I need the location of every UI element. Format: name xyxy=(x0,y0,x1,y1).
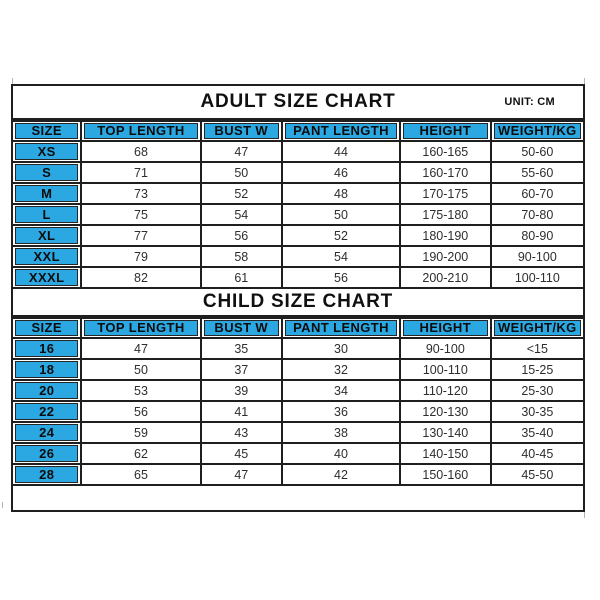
data-cell: 180-190 xyxy=(400,225,491,246)
data-cell: 140-150 xyxy=(400,443,491,464)
size-cell xyxy=(13,162,81,183)
data-cell: 170-175 xyxy=(400,183,491,204)
data-cell: 35 xyxy=(201,338,283,359)
table-row xyxy=(13,401,583,422)
data-cell: 46 xyxy=(282,162,400,183)
size-cell xyxy=(13,246,81,267)
data-cell: 56 xyxy=(282,267,400,288)
column-header-label: WEIGHT/KG xyxy=(494,123,581,139)
data-cell: 54 xyxy=(282,246,400,267)
table-row xyxy=(13,141,583,162)
size-cell xyxy=(13,380,81,401)
table-row xyxy=(13,267,583,288)
data-cell: 79 xyxy=(81,246,200,267)
size-cell xyxy=(13,141,81,162)
size-cell xyxy=(13,225,81,246)
data-cell: 190-200 xyxy=(400,246,491,267)
data-cell: 80-90 xyxy=(491,225,583,246)
child-size-table xyxy=(13,317,583,486)
data-cell: 90-100 xyxy=(400,338,491,359)
size-label: XXXL xyxy=(15,269,78,286)
data-cell: 53 xyxy=(81,380,200,401)
data-cell: 175-180 xyxy=(400,204,491,225)
table-row xyxy=(13,183,583,204)
size-table-grid xyxy=(13,120,583,289)
data-cell: 52 xyxy=(201,183,283,204)
column-header-cell xyxy=(81,121,200,141)
data-cell: 65 xyxy=(81,464,200,485)
data-cell: 34 xyxy=(282,380,400,401)
column-header-label: PANT LENGTH xyxy=(285,320,397,336)
data-cell: 150-160 xyxy=(400,464,491,485)
column-header-cell xyxy=(201,318,283,338)
data-cell: 54 xyxy=(201,204,283,225)
data-cell: 43 xyxy=(201,422,283,443)
data-cell: 62 xyxy=(81,443,200,464)
size-cell xyxy=(13,443,81,464)
data-cell: 200-210 xyxy=(400,267,491,288)
size-label: 18 xyxy=(15,361,78,378)
data-cell: 50 xyxy=(282,204,400,225)
data-cell: 30-35 xyxy=(491,401,583,422)
data-cell: 45-50 xyxy=(491,464,583,485)
size-label: S xyxy=(15,164,78,181)
data-cell: 56 xyxy=(81,401,200,422)
column-header-cell xyxy=(400,121,491,141)
corner-mark-top-right xyxy=(584,78,585,84)
size-cell xyxy=(13,204,81,225)
column-header-label: TOP LENGTH xyxy=(84,320,197,336)
data-cell: 56 xyxy=(201,225,283,246)
data-cell: 50-60 xyxy=(491,141,583,162)
data-cell: 60-70 xyxy=(491,183,583,204)
column-header-cell xyxy=(81,318,200,338)
data-cell: 59 xyxy=(81,422,200,443)
size-label: 28 xyxy=(15,466,78,483)
size-label: L xyxy=(15,206,78,223)
column-header-cell xyxy=(400,318,491,338)
data-cell: 75 xyxy=(81,204,200,225)
size-label: XS xyxy=(15,143,78,160)
column-header-label: BUST W xyxy=(204,123,280,139)
data-cell: 73 xyxy=(81,183,200,204)
header-row xyxy=(13,318,583,338)
adult-size-table xyxy=(13,120,583,289)
table-row xyxy=(13,162,583,183)
data-cell: 36 xyxy=(282,401,400,422)
column-header-label: BUST W xyxy=(204,320,280,336)
column-header-label: SIZE xyxy=(15,320,78,336)
column-header-cell xyxy=(13,318,81,338)
data-cell: 48 xyxy=(282,183,400,204)
adult-chart-title-bar xyxy=(13,86,583,120)
column-header-cell xyxy=(282,318,400,338)
size-cell xyxy=(13,267,81,288)
data-cell: 82 xyxy=(81,267,200,288)
data-cell: 32 xyxy=(282,359,400,380)
size-cell xyxy=(13,464,81,485)
size-table-grid xyxy=(13,317,583,486)
data-cell: 52 xyxy=(282,225,400,246)
header-row xyxy=(13,121,583,141)
data-cell: 71 xyxy=(81,162,200,183)
data-cell: 47 xyxy=(201,464,283,485)
data-cell: 41 xyxy=(201,401,283,422)
table-row xyxy=(13,380,583,401)
column-header-label: WEIGHT/KG xyxy=(494,320,581,336)
data-cell: 15-25 xyxy=(491,359,583,380)
column-header-cell xyxy=(491,121,583,141)
table-row xyxy=(13,443,583,464)
data-cell: 70-80 xyxy=(491,204,583,225)
child-chart-title-bar xyxy=(13,289,583,317)
column-header-label: TOP LENGTH xyxy=(84,123,197,139)
table-row xyxy=(13,225,583,246)
child-chart-title: CHILD SIZE CHART xyxy=(202,291,394,312)
data-cell: 38 xyxy=(282,422,400,443)
table-row xyxy=(13,338,583,359)
adult-chart-title: ADULT SIZE CHART xyxy=(200,91,396,112)
data-cell: 110-120 xyxy=(400,380,491,401)
column-header-label: HEIGHT xyxy=(403,320,488,336)
table-row xyxy=(13,359,583,380)
size-label: XXL xyxy=(15,248,78,265)
corner-mark-top-left xyxy=(12,78,13,84)
empty-footer-strip xyxy=(13,486,583,510)
size-cell xyxy=(13,422,81,443)
size-cell xyxy=(13,338,81,359)
size-cell xyxy=(13,359,81,380)
data-cell: 42 xyxy=(282,464,400,485)
data-cell: 100-110 xyxy=(400,359,491,380)
unit-label: UNIT: CM xyxy=(504,96,555,108)
table-row xyxy=(13,464,583,485)
column-header-label: SIZE xyxy=(15,123,78,139)
data-cell: 47 xyxy=(81,338,200,359)
column-header-cell xyxy=(491,318,583,338)
data-cell: 47 xyxy=(201,141,283,162)
table-row xyxy=(13,246,583,267)
data-cell: 44 xyxy=(282,141,400,162)
data-cell: 61 xyxy=(201,267,283,288)
size-label: XL xyxy=(15,227,78,244)
data-cell: 37 xyxy=(201,359,283,380)
data-cell: 40-45 xyxy=(491,443,583,464)
column-header-label: HEIGHT xyxy=(403,123,488,139)
data-cell: 120-130 xyxy=(400,401,491,422)
data-cell: 50 xyxy=(81,359,200,380)
data-cell: 90-100 xyxy=(491,246,583,267)
data-cell: <15 xyxy=(491,338,583,359)
data-cell: 55-60 xyxy=(491,162,583,183)
corner-mark-bottom-left xyxy=(2,502,3,508)
data-cell: 130-140 xyxy=(400,422,491,443)
data-cell: 58 xyxy=(201,246,283,267)
data-cell: 25-30 xyxy=(491,380,583,401)
column-header-cell xyxy=(201,121,283,141)
data-cell: 30 xyxy=(282,338,400,359)
corner-mark-bottom-right xyxy=(584,512,585,518)
size-chart-sheet xyxy=(11,84,585,512)
table-row xyxy=(13,204,583,225)
data-cell: 40 xyxy=(282,443,400,464)
data-cell: 68 xyxy=(81,141,200,162)
size-cell xyxy=(13,401,81,422)
column-header-cell xyxy=(282,121,400,141)
data-cell: 100-110 xyxy=(491,267,583,288)
size-cell xyxy=(13,183,81,204)
data-cell: 50 xyxy=(201,162,283,183)
column-header-cell xyxy=(13,121,81,141)
data-cell: 35-40 xyxy=(491,422,583,443)
data-cell: 160-165 xyxy=(400,141,491,162)
column-header-label: PANT LENGTH xyxy=(285,123,397,139)
size-label: M xyxy=(15,185,78,202)
data-cell: 45 xyxy=(201,443,283,464)
size-label: 24 xyxy=(15,424,78,441)
size-label: 16 xyxy=(15,340,78,357)
size-label: 22 xyxy=(15,403,78,420)
table-row xyxy=(13,422,583,443)
data-cell: 77 xyxy=(81,225,200,246)
size-label: 20 xyxy=(15,382,78,399)
data-cell: 160-170 xyxy=(400,162,491,183)
data-cell: 39 xyxy=(201,380,283,401)
size-label: 26 xyxy=(15,445,78,462)
